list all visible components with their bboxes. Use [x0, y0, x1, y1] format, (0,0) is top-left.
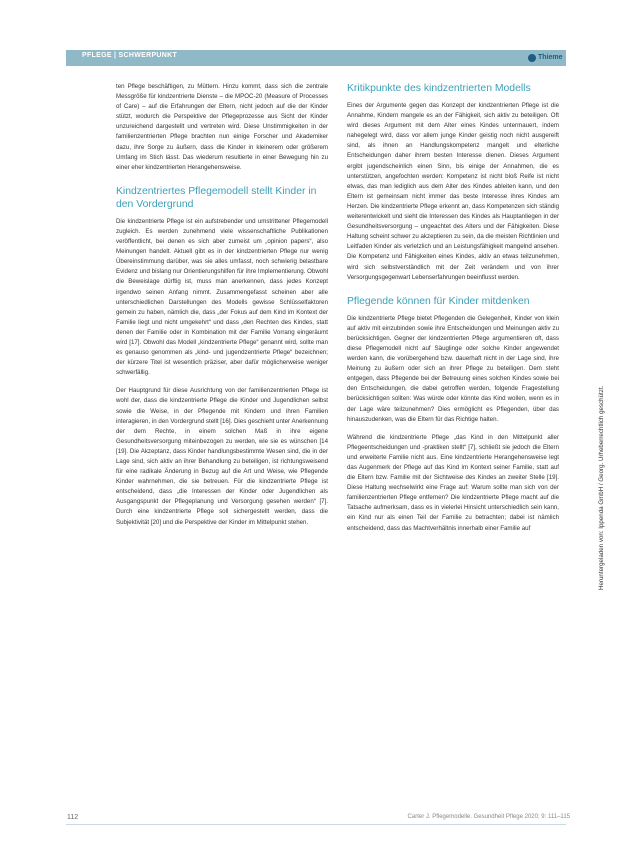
- left-column: [116, 82, 328, 536]
- footer-citation: Carter J. Pflegemodelle. Gesundheit Pflege 2020; 9: 111–115: [407, 814, 570, 820]
- download-notice: Heruntergeladen von: Ippenda GmbH / Georg. Urheberrechtlich geschützt.: [598, 385, 605, 590]
- paragraph: Der Hauptgrund für diese Ausrichtung von der familienzentrierten Pflege ist wohl der, dass die kindzentrierte Pflege die Kinder und Jugendlichen selbst sowie die Weise, in der Pflegende mit Kindern und ihren Familien interagieren, in den Vordergrund stellt [16]. Dies geschieht unter Anerkennung der dem Rechte, in einem solchen Maß in ihre eigene Gesundheitsversorgung miteinbezogen zu werden, wie sie es wünschen [14 [19]. Die Akzeptanz, dass Kinder handlungsbestimmte Wesen sind, die in der Lage sind, sich aktiv an ihrer Behandlung zu beteiligen, ist richtungsweisend für eine radikale Änderung in Bezug auf die Art und Weise, wie Pflegende Kinder wahrnehmen, die sie betreuen. Für die kindzentrierte Pflege ist entscheidend, dass „die Interessen der Kinder oder Jugendlichen als Ausgangspunkt der Pflegeplanung und Versorgung gesehen werden“ [7]. Durch eine kindzentrierte Pflege soll sichergestellt werden, dass die Subjektivität [20] und die Perspektive der Kinder im Mittelpunkt stehen.: [116, 387, 328, 526]
- section-heading: Kritikpunkte des kindzentrierten Modells: [347, 83, 531, 94]
- publisher-logo: [528, 51, 563, 64]
- logo-icon: [528, 54, 536, 62]
- paragraph: ten Pflege beschäftigen, zu Müttern. Hinzu kommt, dass sich die zentrale Messgröße für kindzentrierte Dienste – die MPOC-20 (Measure of Processes of Care) – auf die Erfahrungen der Eltern, nicht jedoch auf die der Kinder stützt, wodurch die Perspektive der Pflegeprozesse aus Sicht der Kinder unzureichend dargestellt und vertreten wird. Diese Unstimmigkeiten in der familienzentrierten Pflege brachten nun einige Forscher und Akademiker dazu, ihre Sorge zu äußern, dass die Kinder in kleinerem oder größerem Umfang im Stich lässt. Das wiederum resultierte in einer Bewegung hin zu einer eher kindzentrierten Herangehensweise.: [116, 83, 328, 171]
- paragraph: Die kindzentrierte Pflege ist ein aufstrebender und umstrittener Pflegemodell zugleich. Es werden zunehmend viele wissenschaftliche Publikationen veröffentlicht, bei denen es sich aber zumeist um „opinion papers“, also Meinungen handelt. Aktuell gibt es in der kindzentrierten Pflege nur wenig Übereinstimmung darüber, was sie alles umfasst, noch schwierig belastbare Evidenz und bislang nur Orientierungshilfen für ihre Implementierung. Obwohl die Beweislage dürftig ist, muss man anerkennen, dass jedes Konzept irgendwo seinen Anfang nimmt. Zusammengefasst scheinen aber alle unterschiedlichen Darstellungen des Modells gewisse Schlüsselfaktoren gemein zu haben, nämlich die, dass „der Fokus auf dem Kind im Kontext der Familie liegt und nicht umgekehrt“ und dass „den Rechten des Kindes, statt denen der Familie oder in Kombination mit der Familie Vorrang eingeräumt wird [17]. Obwohl das Modell „kindzentrierte Pflege“ genannt wird, sollte man es genauso genommen als „kind- und jugendzentrierte Pflege“ bezeichnen; der kürzere Titel ist wesentlich präziser, aber dafür möglicherweise weniger schwerfällig.: [116, 217, 328, 377]
- section-label: PFLEGE | SCHWERPUNKT: [82, 52, 178, 59]
- section-heading: Pflegende können für Kinder mitdenken: [347, 295, 530, 307]
- footer-rule: [66, 824, 566, 825]
- right-column: [347, 82, 559, 542]
- paragraph: Während die kindzentrierte Pflege „das Kind in den Mittelpunkt aller Pflegeentscheidungen und -praktiken stellt“ [7], schließt sie jedoch die Eltern und erweiterte Familie nicht aus. Eine kindzentrierte Herangehensweise legt das Augenmerk der Pflege auf das Kind im Kontext seiner Familie, statt auf die Eltern bzw. Familie mit der Sichtweise des Kindes an zweiter Stelle [19]. Diese Haltung wechselwirkt eine Frage auf: Warum sollte man sich von der familienzentrierten Pflege entfernen? Die kindzentrierte Pflege macht auf die Tatsache aufmerksam, dass es in vielerlei Hinsicht unterschiedlich sein kann, ein Kind nur als einen Teil der Familie zu betrachten; dabei ist nämlich entscheidend, dass das Machtverhältnis innerhalb einer Familie auf: [347, 433, 559, 532]
- page-number: 112: [67, 814, 79, 821]
- logo-text: Thieme: [538, 54, 563, 61]
- paragraph: Eines der Argumente gegen das Konzept der kindzentrierten Pflege ist die Annahme, Kindern mangele es an der Fähigkeit, sich aktiv zu beteiligen. Oft wird dieses Argument mit dem Alter eines Kindes untermauert, indem nahegelegt wird, dass vor allem junge Kinder geistig noch nicht ausgereift sind, als ihnen an Handlungskompetenz mangelt und elterliche Entscheidungen daher ihrem besten Interesse dienen. Dieses Argument ergibt jugendscheinlich einen Sinn, bis einige der Annahmen, die es unterstützen, angefochten werden: Kompetenz ist nicht bloß Reife ist nicht etwas, das man lediglich aus dem Alter des Kindes ableiten kann, und den Eltern ist gemeinsam nicht immer das beste Interesse ihres Kindes am Herzen. Die kindzentrierte Pflege erkennt an, dass Kompetenzen sich ständig weiterentwickelt und sieht die Interessen des Kindes als Hauptanliegen in der Gesundheitsversorgung – ungeachtet des Alters und der Fähigkeiten. Diese Haltung scheint schwer zu akzeptieren zu sein, da die meisten Richtlinien und Leitfaden Kinder als verletzlich und an Leistungsfähigkeit mangelnd ansehen. Die Kompetenz und Fähigkeiten eines Kindes, aktiv an etwas teilzunehmen, wird sich selbstverständlich mit der Zeit verändern und von ihrer Versorgungsgegenwart Lebenserfahrungen beeinflusst werden.: [347, 102, 559, 281]
- section-heading: Kindzentriertes Pflegemodell stellt Kinder in den Vordergrund: [116, 185, 317, 210]
- paragraph: Die kindzentrierte Pflege bietet Pflegenden die Gelegenheit, Kinder von klein auf aktiv mit einzubinden sowie ihre Entscheidungen und Meinungen aktiv zu berücksichtigen. Gegner der kindzentrierten Pflege argumentieren oft, dass diese Pflegemodell nicht auf Säuglinge oder solche Kinder angewendet werden kann, die vorübergehend bzw. dauerhaft nicht in der Lage sind, ihre Meinung zu äußern oder sich an ihrer Pflege zu beteiligen. Dem steht entgegen, dass Pflegende bei der Betreuung eines solchen Kindes sowie bei den Entscheidungen, die dabei getroffen werden, folgende Fragestellung berücksichtigen sollten: Was würde oder könnte das Kind wollen, wenn es in der Lage wäre teilzunehmen? Dies ermöglicht es Pflegenden, über das hinauszudenken, was die Eltern für das Richtige halten.: [347, 314, 559, 423]
